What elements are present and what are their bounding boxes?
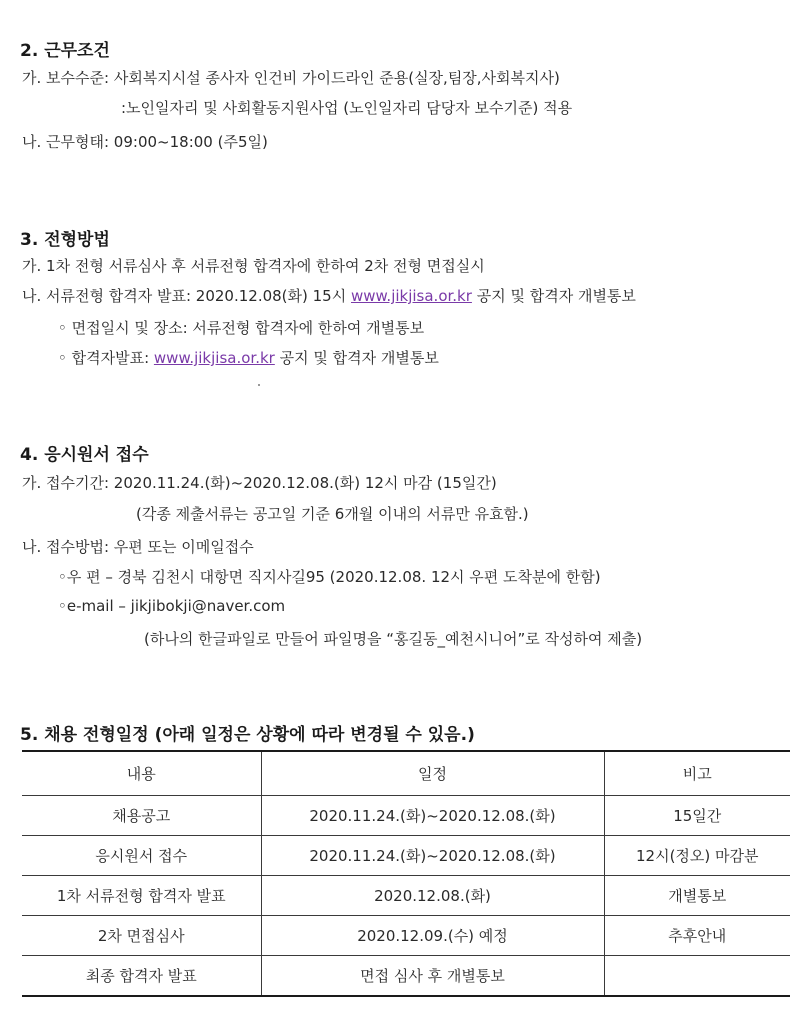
cell-remarks: 개별통보 [604, 876, 790, 916]
table-row [22, 916, 790, 956]
cell-schedule: 2020.12.08.(화) [261, 876, 604, 916]
table-row [22, 876, 790, 916]
post-method: ◦우 편 – 경북 김천시 대항면 직지사길95 (2020.12.08. 12시 우편 도착분에 한함) [58, 568, 601, 586]
results-bullet [58, 347, 439, 368]
cell-remarks [604, 956, 790, 997]
pay-level-line [22, 67, 560, 88]
cell-remarks: 추후안내 [604, 916, 790, 956]
results-bullet-prefix: ◦ 합격자발표: [58, 349, 150, 367]
cell-content: 1차 서류전형 합격자 발표 [22, 876, 261, 916]
section-4-title: 4. 응시원서 접수 [20, 445, 149, 465]
screening-line-a: 가. 1차 전형 서류심사 후 서류전형 합격자에 한하여 2차 전형 면접실시 [22, 257, 485, 275]
screening-line-b [22, 285, 636, 306]
application-method: 나. 접수방법: 우편 또는 이메일접수 [22, 538, 254, 556]
table-row [22, 836, 790, 876]
screening-line-b-suffix: 공지 및 합격자 개별통보 [476, 287, 636, 305]
work-hours-line: 나. 근무형태: 09:00~18:00 (주5일) [22, 133, 268, 151]
website-link[interactable]: www.jikjisa.or.kr [351, 287, 472, 305]
cell-schedule: 2020.11.24.(화)~2020.12.08.(화) [261, 796, 604, 836]
scan-speck [258, 384, 260, 386]
pay-level-text-2: :노인일자리 및 사회활동지원사업 (노인일자리 담당자 보수기준) 적용 [121, 99, 573, 117]
cell-schedule: 2020.12.09.(수) 예정 [261, 916, 604, 956]
table-row [22, 796, 790, 836]
table-row [22, 956, 790, 997]
header-remarks: 비고 [604, 751, 790, 796]
results-website-link[interactable]: www.jikjisa.or.kr [153, 349, 275, 367]
cell-remarks: 12시(정오) 마감분 [604, 836, 790, 876]
cell-content: 채용공고 [22, 796, 261, 836]
cell-content: 최종 합격자 발표 [22, 956, 261, 997]
results-bullet-suffix: 공지 및 합격자 개별통보 [279, 349, 439, 367]
pay-level-text: 사회복지시설 종사자 인건비 가이드라인 준용(실장,팀장,사회복지사) [113, 69, 560, 87]
schedule-table [22, 750, 790, 997]
email-note: (하나의 한글파일로 만들어 파일명을 “홍길동_예천시니어”로 작성하여 제출) [144, 630, 643, 648]
cell-schedule: 2020.11.24.(화)~2020.12.08.(화) [261, 836, 604, 876]
cell-content: 응시원서 접수 [22, 836, 261, 876]
section-5-title: 5. 채용 전형일정 (아래 일정은 상황에 따라 변경될 수 있음.) [20, 725, 475, 745]
pay-level-label: 가. 보수수준: [22, 69, 110, 87]
cell-content: 2차 면접심사 [22, 916, 261, 956]
interview-bullet: ◦ 면접일시 및 장소: 서류전형 합격자에 한하여 개별통보 [58, 319, 425, 337]
application-period-note: (각종 제출서류는 공고일 기준 6개월 이내의 서류만 유효함.) [136, 505, 529, 523]
email-method: ◦e-mail – jikjibokji@naver.com [58, 597, 286, 615]
header-content: 내용 [22, 751, 261, 796]
screening-line-b-prefix: 나. 서류전형 합격자 발표: 2020.12.08(화) 15시 [22, 287, 347, 305]
cell-schedule: 면접 심사 후 개별통보 [261, 956, 604, 997]
header-schedule: 일정 [261, 751, 604, 796]
application-period: 가. 접수기간: 2020.11.24.(화)~2020.12.08.(화) 12시 마감 (15일간) [22, 474, 497, 492]
section-2-title: 2. 근무조건 [20, 41, 110, 61]
table-header-row [22, 751, 790, 796]
cell-remarks: 15일간 [604, 796, 790, 836]
section-3-title: 3. 전형방법 [20, 230, 110, 250]
